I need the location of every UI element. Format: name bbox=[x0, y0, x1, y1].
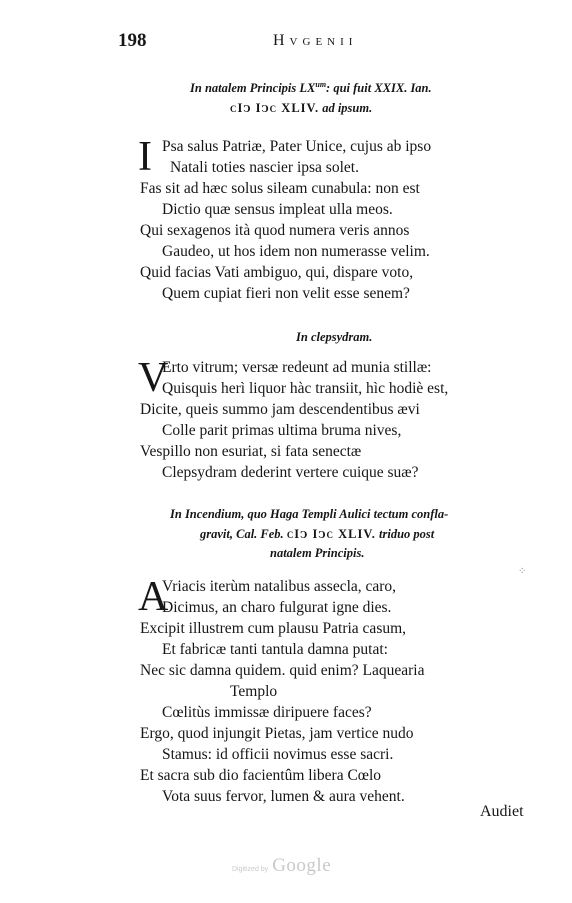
running-head bbox=[118, 30, 558, 52]
poem1-heading-line2: cIↄ Iↄc XLIV. ad ipsum. bbox=[230, 101, 373, 115]
running-title: Hvgenii bbox=[273, 32, 358, 49]
verse-line: Vriacis iterùm natalibus assecla, caro, bbox=[162, 578, 397, 595]
poem3-heading-line3: natalem Principis. bbox=[270, 546, 365, 560]
page-number: 198 bbox=[118, 30, 147, 51]
verse-line: Psa salus Patriæ, Pater Unice, cujus ab ipso bbox=[162, 138, 432, 155]
poem2-body bbox=[140, 357, 560, 483]
verse-line: Quid facias Vati ambiguo, qui, dispare voto, bbox=[140, 264, 414, 281]
verse-line: Dicite, queis summo jam descendentibus ævi bbox=[140, 401, 420, 418]
verse-line: Quisquis herì liquor hàc transiit, hìc hodiè est, bbox=[162, 380, 449, 397]
poem3-body bbox=[140, 576, 560, 807]
poem3-initial: A bbox=[138, 574, 169, 620]
verse-line: Clepsydram dederint vertere cuique suæ? bbox=[162, 464, 419, 481]
poem1-heading-line1: In natalem Principis $LX^{um}$: qui fuit XXIX. Ian. bbox=[190, 80, 432, 96]
google-logo: Google bbox=[272, 855, 332, 876]
verse-line: Vespillo non esuriat, si fata senectæ bbox=[140, 443, 362, 460]
poem3-heading-line1: In Incendium, quo Haga Templi Aulici tectum confla- bbox=[170, 507, 449, 521]
digitization-watermark bbox=[232, 855, 331, 877]
verse-line: Dictio quæ sensus impleat ulla meos. bbox=[162, 201, 393, 218]
verse-line: Natali toties nascier ipsa solet. bbox=[170, 159, 359, 176]
poem2-initial: V bbox=[138, 355, 169, 401]
verse-line: Colle parit primas ultima bruma nives, bbox=[162, 422, 402, 439]
watermark-prefix: Digitized by bbox=[232, 866, 269, 873]
poem1-initial: I bbox=[138, 134, 152, 180]
verse-line: Erto vitrum; versæ redeunt ad munia stillæ: bbox=[162, 359, 432, 376]
verse-line: Quem cupiat fieri non velit esse senem? bbox=[162, 285, 410, 302]
verse-line: Vota suus fervor, lumen & aura vehent. bbox=[162, 788, 405, 805]
verse-line: Et sacra sub dio facientûm libera Cœlo bbox=[140, 767, 382, 784]
verse-line: Excipit illustrem cum plausu Patria casum, bbox=[140, 620, 407, 637]
verse-line: Cœlitùs immissæ diripuere faces? bbox=[162, 704, 372, 721]
verse-line: Qui sexagenos ità quod numera veris annos bbox=[140, 222, 410, 239]
verse-line: Fas sit ad hæc solus sileam cunabula: non est bbox=[140, 180, 420, 197]
poem3-heading-line2: gravit, Cal. Feb. cIↄ Iↄc XLIV. triduo post bbox=[200, 527, 435, 541]
poem1-body bbox=[140, 136, 560, 304]
verse-line: Ergo, quod injungit Pietas, jam vertice nudo bbox=[140, 725, 414, 742]
print-speck: ⁘ bbox=[518, 566, 527, 577]
verse-line: Nec sic damna quidem. quid enim? Laquearia bbox=[140, 662, 425, 679]
poem2-heading: In clepsydram. bbox=[296, 330, 373, 344]
verse-line: Gaudeo, ut hos idem non numerasse velim. bbox=[162, 243, 430, 260]
catchword: Audiet bbox=[480, 803, 524, 820]
verse-line: Templo bbox=[230, 683, 278, 700]
verse-line: Stamus: id officii novimus esse sacri. bbox=[162, 746, 394, 763]
verse-line: Et fabricæ tanti tantula damna putat: bbox=[162, 641, 388, 658]
verse-line: Dicimus, an charo fulgurat igne dies. bbox=[162, 599, 392, 616]
